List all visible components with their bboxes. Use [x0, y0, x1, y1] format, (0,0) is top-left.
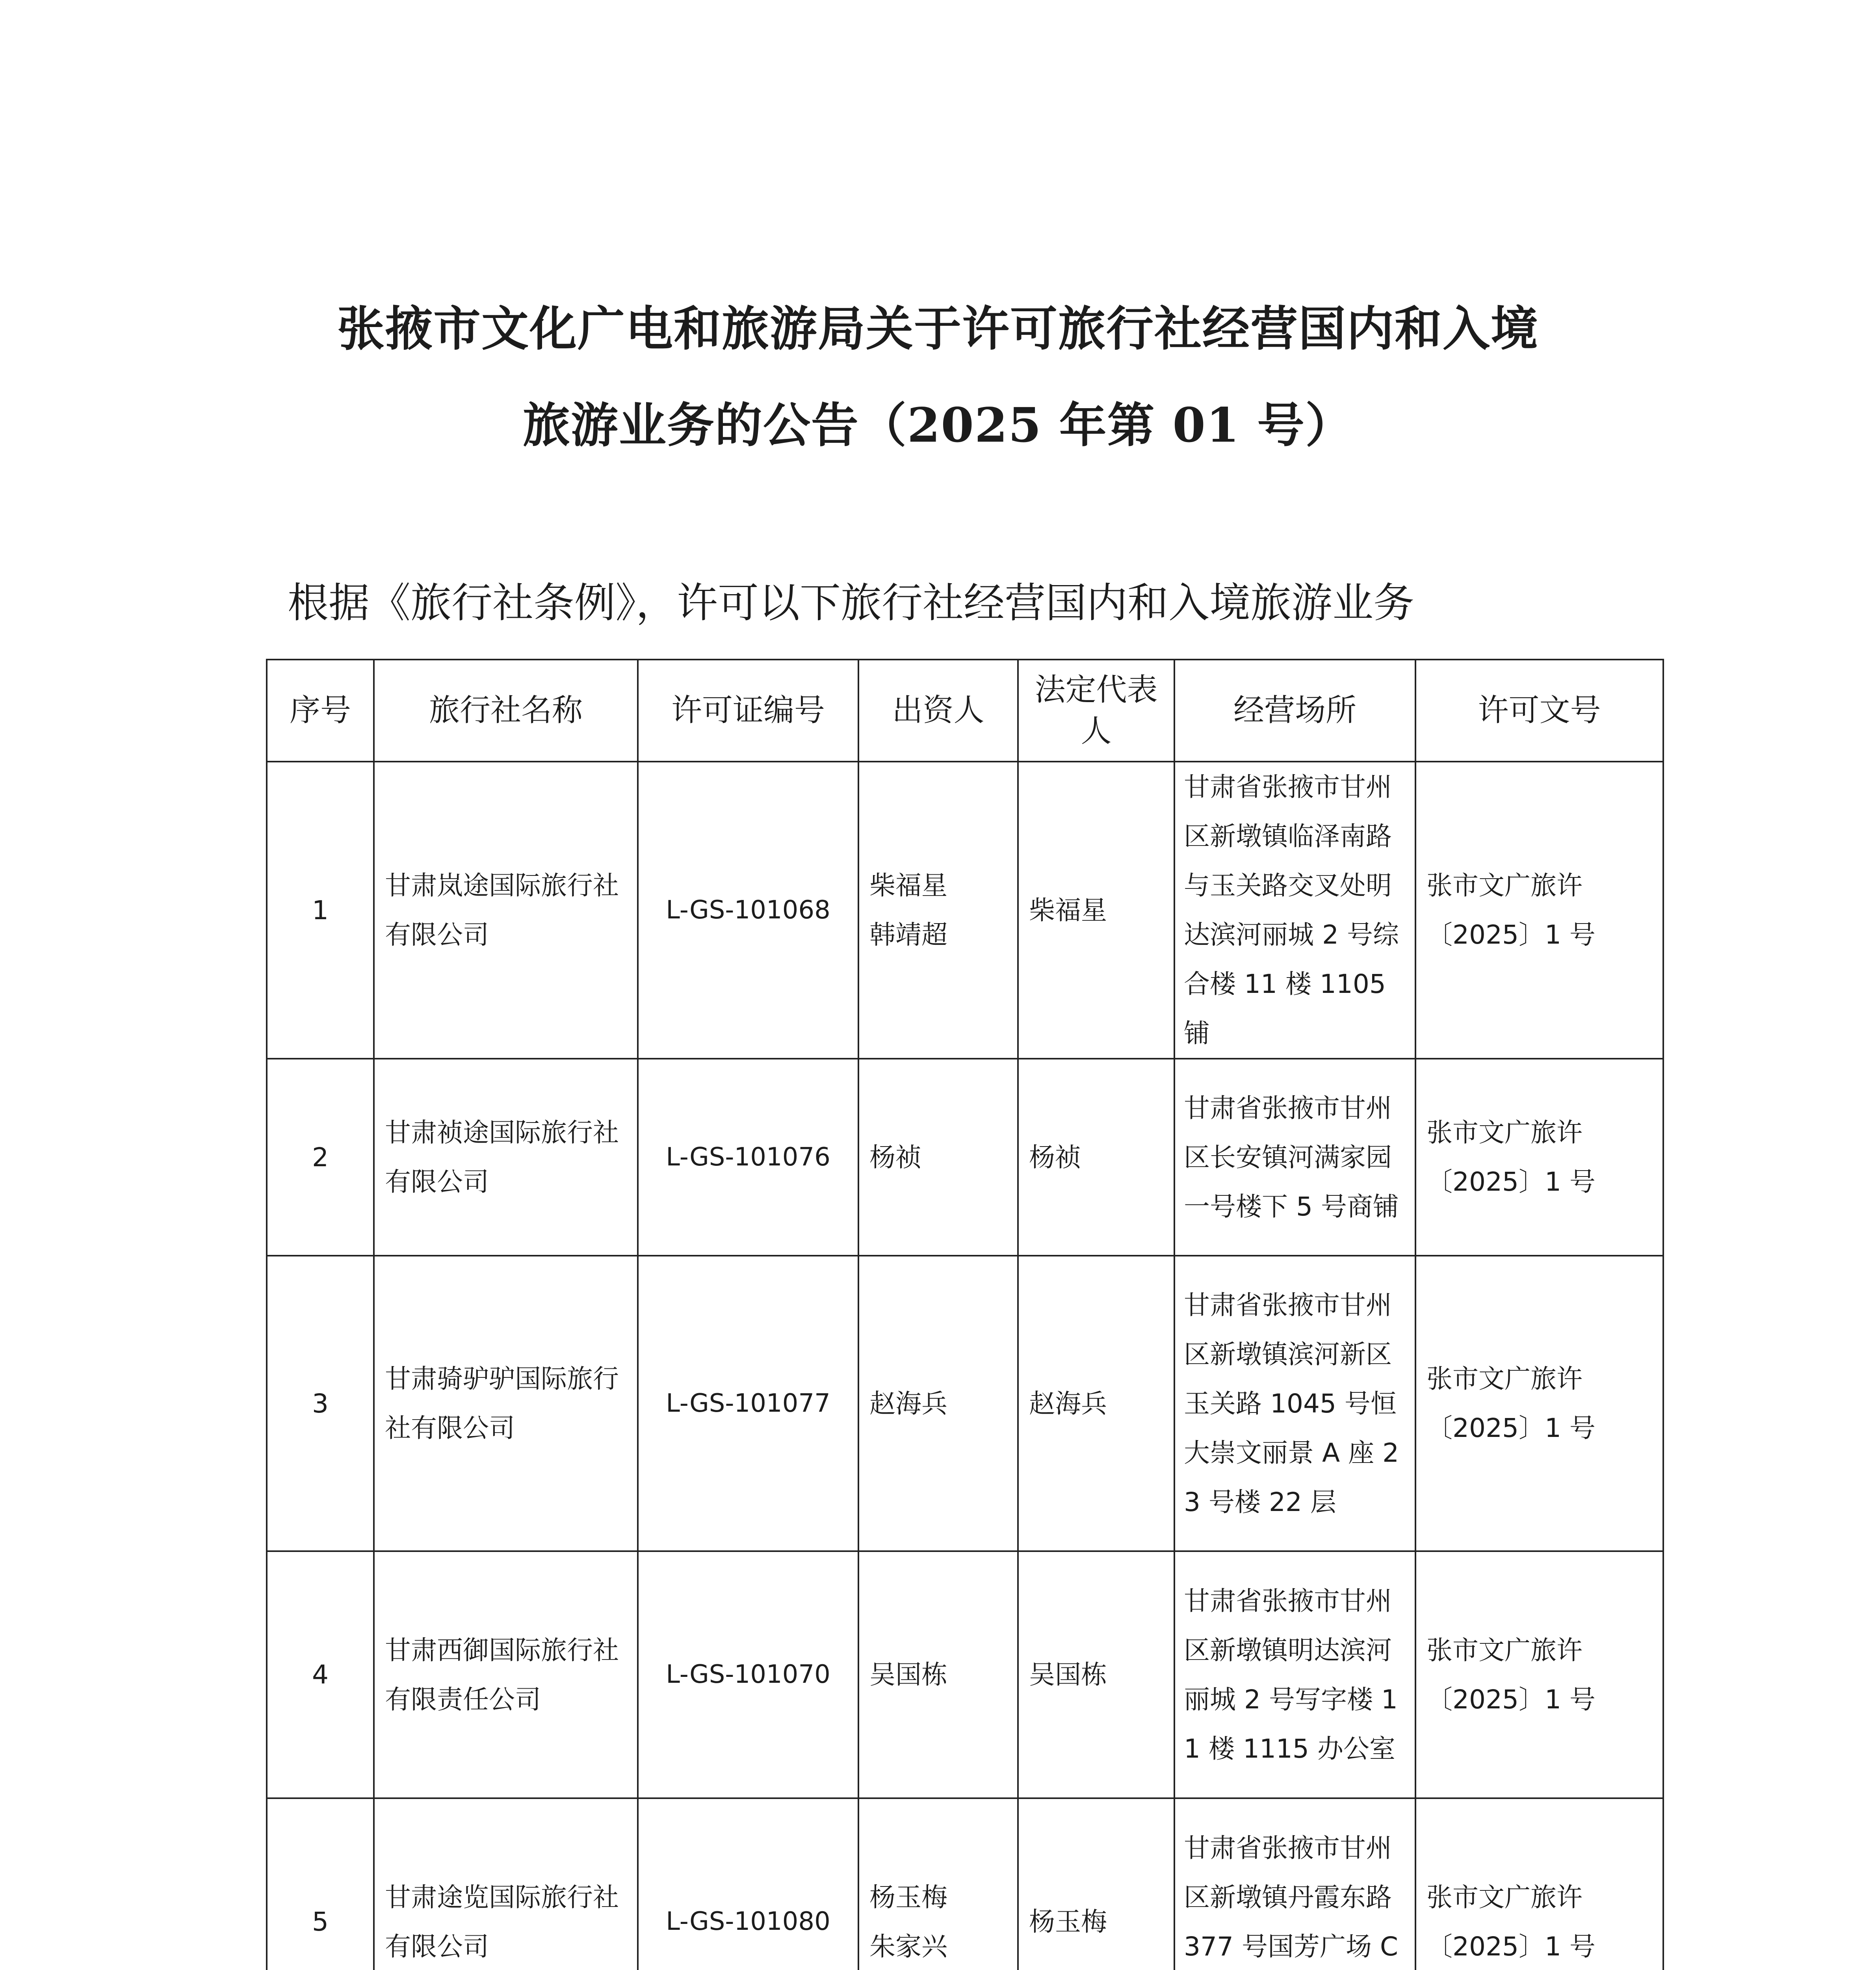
header-legal-representative: 法定代表人 — [1018, 660, 1174, 762]
investor-name: 杨祯 — [869, 1142, 921, 1173]
cell-seq: 4 — [267, 1551, 374, 1798]
permit-doc-line: 〔2025〕1 号 — [1427, 1931, 1596, 1962]
cell-investor — [858, 1798, 1018, 1970]
header-seq: 序号 — [267, 660, 374, 762]
permit-doc-line: 〔2025〕1 号 — [1427, 920, 1596, 950]
table-header-row — [267, 660, 1663, 762]
investor-name: 赵海兵 — [869, 1388, 947, 1419]
header-investor: 出资人 — [858, 660, 1018, 762]
cell-license-number: L-GS-101076 — [638, 1059, 858, 1256]
cell-investor — [858, 1551, 1018, 1798]
investor-name: 吴国栋 — [869, 1660, 947, 1690]
investor-name: 朱家兴 — [869, 1931, 947, 1962]
cell-seq: 1 — [267, 762, 374, 1059]
cell-permit-document — [1415, 1551, 1663, 1798]
intro-paragraph: 根据《旅行社条例》，许可以下旅行社经营国内和入境旅游业务 — [288, 579, 1415, 627]
document-title-line-2: 旅游业务的公告（2025 年第 01 号） — [522, 398, 1354, 453]
cell-agency-name: 甘肃岚途国际旅行社有限公司 — [374, 762, 638, 1059]
cell-permit-document — [1415, 762, 1663, 1059]
permit-doc-line: 〔2025〕1 号 — [1427, 1167, 1596, 1197]
header-business-address: 经营场所 — [1174, 660, 1415, 762]
cell-permit-document — [1415, 1059, 1663, 1256]
permit-doc-line: 张市文广旅许 — [1427, 1117, 1583, 1148]
permit-doc-line: 张市文广旅许 — [1427, 1635, 1583, 1665]
cell-business-address: 甘肃省张掖市甘州区新墩镇临泽南路与玉关路交叉处明达滨河丽城 2 号综合楼 11 楼 1105 铺 — [1174, 762, 1415, 1059]
cell-license-number: L-GS-101070 — [638, 1551, 858, 1798]
cell-agency-name: 甘肃西御国际旅行社有限责任公司 — [374, 1551, 638, 1798]
table-row — [267, 1551, 1663, 1798]
cell-seq: 2 — [267, 1059, 374, 1256]
cell-business-address: 甘肃省张掖市甘州区新墩镇明达滨河丽城 2 号写字楼 11 楼 1115 办公室 — [1174, 1551, 1415, 1798]
investor-name: 韩靖超 — [869, 920, 947, 950]
cell-agency-name: 甘肃祯途国际旅行社有限公司 — [374, 1059, 638, 1256]
cell-investor — [858, 1256, 1018, 1551]
table-row — [267, 762, 1663, 1059]
permit-doc-line: 张市文广旅许 — [1427, 1882, 1583, 1912]
cell-legal-representative: 杨玉梅 — [1018, 1798, 1174, 1970]
permit-doc-line: 〔2025〕1 号 — [1427, 1413, 1596, 1443]
investor-name: 杨玉梅 — [869, 1882, 947, 1912]
permit-table — [266, 659, 1664, 1970]
document-title-line-1: 张掖市文化广电和旅游局关于许可旅行社经营国内和入境 — [337, 301, 1539, 357]
table-row — [267, 1256, 1663, 1551]
investor-name: 柴福星 — [869, 870, 947, 901]
header-license-number: 许可证编号 — [638, 660, 858, 762]
cell-investor — [858, 762, 1018, 1059]
permit-doc-line: 〔2025〕1 号 — [1427, 1684, 1596, 1715]
permit-doc-line: 张市文广旅许 — [1427, 870, 1583, 901]
cell-license-number: L-GS-101080 — [638, 1798, 858, 1970]
cell-seq: 3 — [267, 1256, 374, 1551]
cell-business-address: 甘肃省张掖市甘州区新墩镇丹霞东路 377 号国芳广场 C — [1174, 1798, 1415, 1970]
cell-business-address: 甘肃省张掖市甘州区长安镇河满家园一号楼下 5 号商铺 — [1174, 1059, 1415, 1256]
cell-legal-representative: 赵海兵 — [1018, 1256, 1174, 1551]
cell-permit-document — [1415, 1256, 1663, 1551]
cell-legal-representative: 柴福星 — [1018, 762, 1174, 1059]
table-row — [267, 1798, 1663, 1970]
cell-agency-name: 甘肃途览国际旅行社有限公司 — [374, 1798, 638, 1970]
cell-seq: 5 — [267, 1798, 374, 1970]
cell-investor — [858, 1059, 1018, 1256]
table-row — [267, 1059, 1663, 1256]
cell-agency-name: 甘肃骑驴驴国际旅行社有限公司 — [374, 1256, 638, 1551]
cell-license-number: L-GS-101077 — [638, 1256, 858, 1551]
cell-license-number: L-GS-101068 — [638, 762, 858, 1059]
cell-legal-representative: 吴国栋 — [1018, 1551, 1174, 1798]
cell-permit-document — [1415, 1798, 1663, 1970]
header-permit-document: 许可文号 — [1415, 660, 1663, 762]
cell-legal-representative: 杨祯 — [1018, 1059, 1174, 1256]
header-agency-name: 旅行社名称 — [374, 660, 638, 762]
cell-business-address: 甘肃省张掖市甘州区新墩镇滨河新区玉关路 1045 号恒大崇文丽景 A 座 23 号楼 22 层 — [1174, 1256, 1415, 1551]
permit-doc-line: 张市文广旅许 — [1427, 1364, 1583, 1394]
